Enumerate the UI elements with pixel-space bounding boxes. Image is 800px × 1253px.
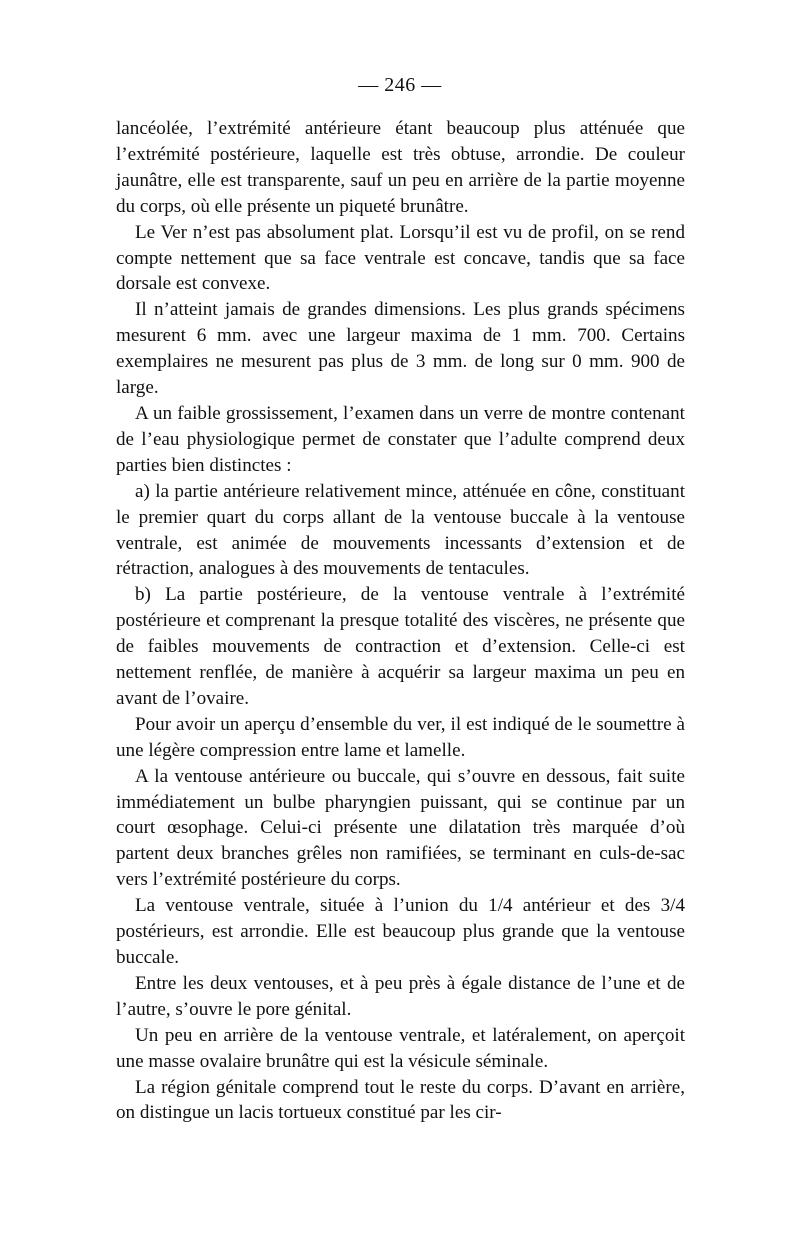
paragraph-dimensions: Il n’atteint jamais de grandes dimensions. Les plus grands spécimens mesurent 6 mm. avec une largeur maxima de 1 mm. 700. Certains exemplaires ne mesurent pas plus de 3 mm. de long sur 0 mm. 900 de large. [116, 299, 685, 399]
body-text [116, 116, 685, 1126]
paragraph-genital-pore: Entre les deux ventouses, et à peu près à égale distance de l’une et de l’autre, s’ouvre le pore génital. [116, 972, 685, 1020]
paragraph-item-a: a) la partie antérieure relativement mince, atténuée en cône, constituant le premier quart du corps allant de la ventouse buccale à la ventouse ventrale, est animée de mouvements incessants d’extension et de rétraction, analogues à des mouvements de tentacules. [116, 480, 685, 580]
paragraph-shape: Le Ver n’est pas absolument plat. Lorsqu’il est vu de profil, on se rend compte nettement que sa face ventrale est concave, tandis que sa face dorsale est convexe. [116, 221, 685, 295]
paragraph-ventral-sucker: La ventouse ventrale, située à l’union du 1/4 antérieur et des 3/4 postérieurs, est arrondie. Elle est beaucoup plus grande que la ventouse buccale. [116, 895, 685, 968]
paragraph-compression: Pour avoir un aperçu d’ensemble du ver, il est indiqué de le soumettre à une légère compression entre lame et lamelle. [116, 713, 685, 761]
page-number: — 246 — [358, 74, 442, 96]
paragraph-buccal-sucker: A la ventouse antérieure ou buccale, qui s’ouvre en dessous, fait suite immédiatement un bulbe pharyngien puissant, qui se continue par un court œsophage. Celui-ci présente une dilatation très marquée d’où partent deux branches grêles non ramifiées, se terminant en culs-de-sac vers l’extrémité postérieure du corps. [116, 765, 685, 891]
paragraph-item-b: b) La partie postérieure, de la ventouse ventrale à l’extrémité postérieure et comprenant la presque totalité des viscères, ne présente que de faibles mouvements de contraction et d’extension. Celle-ci est nettement renflée, de manière à acquérir sa largeur maxima un peu en avant de l’ovaire. [116, 584, 685, 709]
paragraph-genital-region: La région génitale comprend tout le reste du corps. D’avant en arrière, on distingue un lacis tortueux constitué par les cir- [116, 1076, 685, 1124]
paragraph-examination: A un faible grossissement, l’examen dans un verre de montre contenant de l’eau physiologique permet de constater que l’adulte comprend deux parties bien distinctes : [116, 402, 685, 476]
paragraph-continuation: lancéolée, l’extrémité antérieure étant beaucoup plus atténuée que l’extrémité postérieure, laquelle est très obtuse, arrondie. De couleur jaunâtre, elle est transparente, sauf un peu en arrière de la partie moyenne du corps, où elle présente un piqueté brunâtre. [116, 118, 685, 217]
paragraph-seminal-vesicle: Un peu en arrière de la ventouse ventrale, et latéralement, on aperçoit une masse ovalaire brunâtre qui est la vésicule séminale. [116, 1024, 685, 1072]
